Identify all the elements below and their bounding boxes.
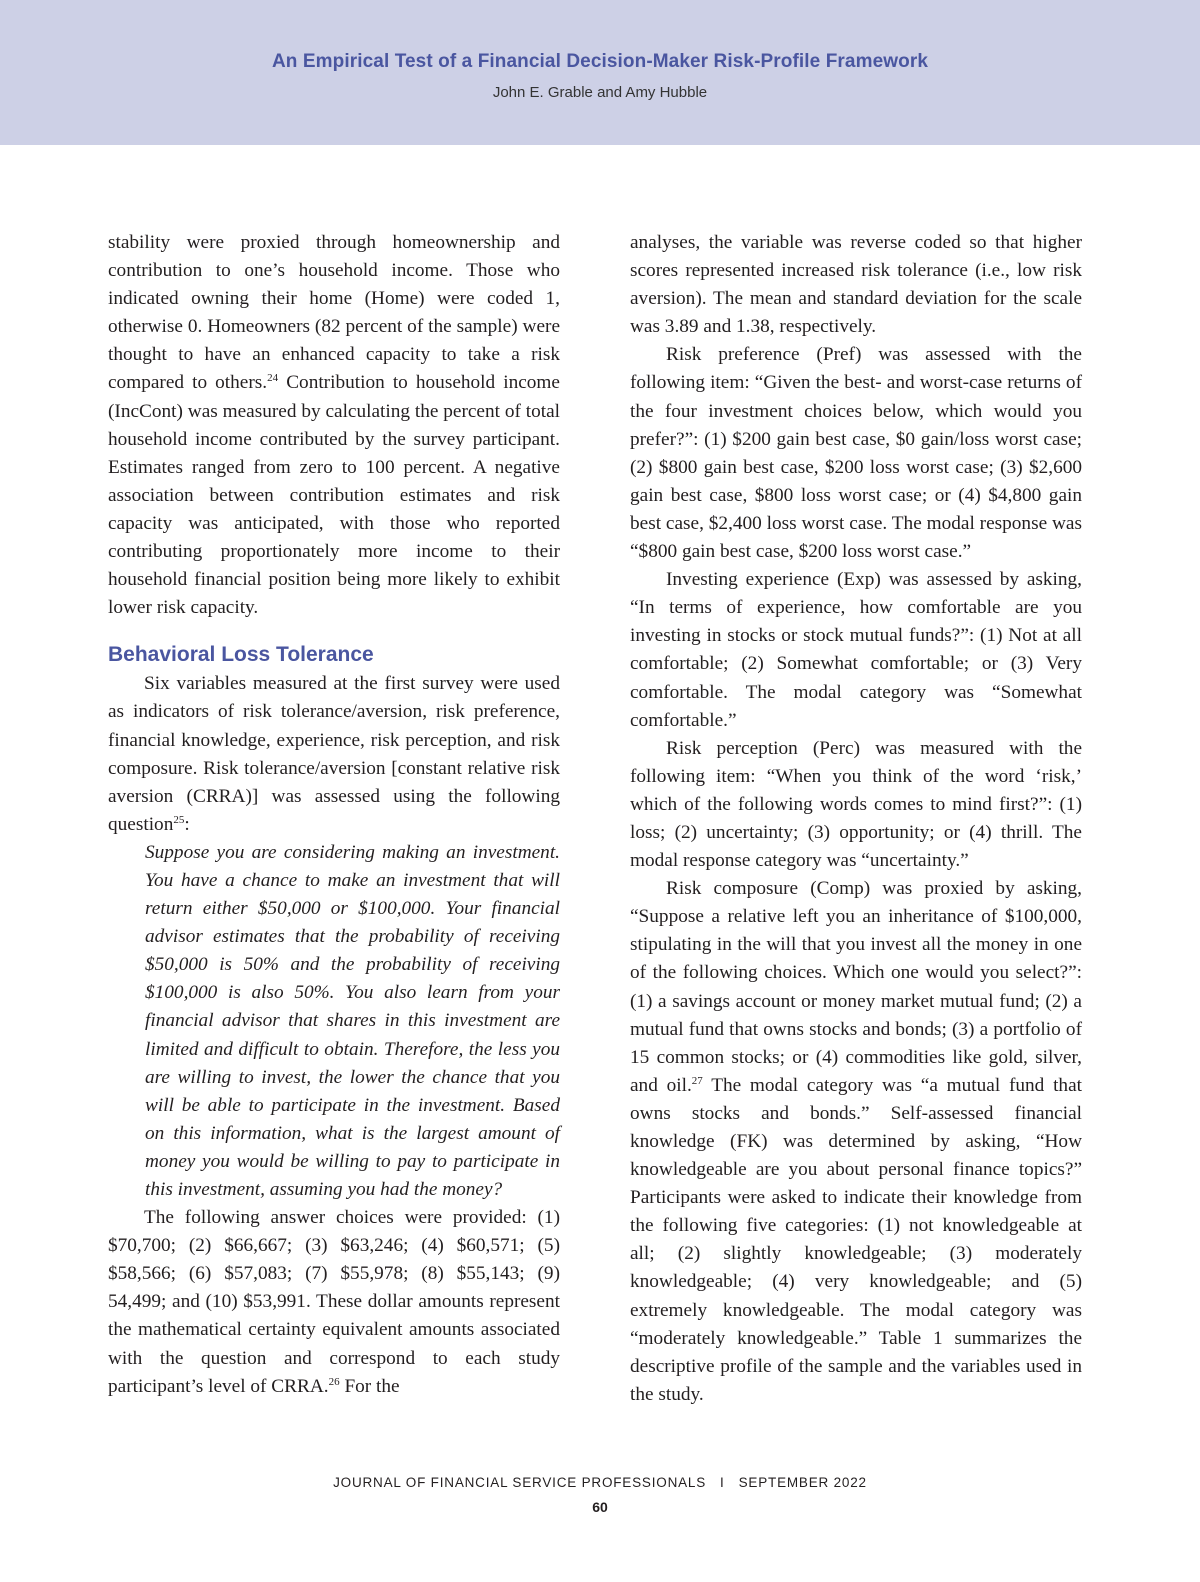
footer-journal-line	[0, 1475, 1200, 1490]
header-band	[0, 0, 1200, 145]
paragraph: Investing experience (Exp) was assessed by asking, “In terms of experience, how comfortable are you investing in stocks or stock mutual funds?”: (1) Not at all comfortable; (2) Somewhat comfortable; or (3) Very comfortable. The modal category was “Somewhat comfortable.”	[630, 569, 1082, 731]
paragraph-text: The modal category was “a mutual fund that owns stocks and bonds.” Self-assessed financial knowledge (FK) was determined by asking, “How knowledgeable are you about personal finance topics?” Participants were asked to indicate their knowledge from the following five categories: (1) not knowledgeable at all; (2) slightly knowledgeable; (3) moderately knowledgeable; (4) very knowledgeable; and (5) extremely knowledgeable. The modal category was “moderately knowledgeable.” Table 1 summarizes the descriptive profile of the sample and the variables used in the study.	[630, 1074, 1082, 1405]
paragraph	[108, 229, 560, 622]
paragraph-text: For the	[339, 1375, 400, 1397]
section-heading: Behavioral Loss Tolerance	[108, 643, 374, 667]
survey-question-quote: Suppose you are considering making an investment. You have a chance to make an investment that will return either $50,000 or $100,000. Your financial advisor estimates that the probability of receiving $50,000 is 50% and the probability of receiving $100,000 is also 50%. You also learn from your financial advisor that shares in this investment are limited and difficult to obtain. Therefore, the less you are willing to invest, the lower the chance that you will be able to participate in the investment. Based on this information, what is the largest amount of money you would be willing to pay to participate in this investment, assuming you had the money?	[145, 841, 560, 1200]
footnote-ref: 24	[267, 372, 279, 385]
footer-separator: I	[720, 1475, 725, 1490]
paragraph-text: stability were proxied through homeownership and contribution to one’s household income. Those who indicated owning their home (Home) were coded 1, otherwise 0. Homeowners (82 percent of the sample) were thought to have an enhanced capacity to take a risk compared to others.	[108, 232, 560, 394]
paragraph	[108, 1204, 560, 1401]
paragraph: Risk perception (Perc) was measured with the following item: “When you think of the word ‘risk,’ which of the following words comes to mind first?”: (1) loss; (2) uncertainty; (3) opportunity; or (4) thrill. The modal response category was “uncertainty.”	[630, 737, 1082, 872]
paragraph: Risk preference (Pref) was assessed with the following item: “Given the best- and worst-case returns of the four investment choices below, which would you prefer?”: (1) $200 gain best case, $0 gain/loss worst case; (2) $800 gain best case, $200 loss worst case; (3) $2,600 gain best case, $800 loss worst case; or (4) $4,800 gain best case, $2,400 loss worst case. The modal response was “$800 gain best case, $200 loss worst case.”	[630, 344, 1082, 563]
paragraph: analyses, the variable was reverse coded so that higher scores represented increased risk tolerance (i.e., low risk aversion). The mean and standard deviation for the scale was 3.89 and 1.38, respectively.	[630, 232, 1082, 338]
left-column	[108, 229, 560, 1401]
paragraph-text: Contribution to household income (IncCont) was measured by calculating the percent of total household income contributed by the survey participant. Estimates ranged from zero to 100 percent. A negative association between contribution estimates and risk capacity was anticipated, with those who reported contributing proportionately more income to their household financial position being more likely to exhibit lower risk capacity.	[108, 372, 560, 619]
right-column	[630, 229, 1082, 1409]
article-title: An Empirical Test of a Financial Decision-Maker Risk-Profile Framework	[271, 51, 928, 72]
issue-date: SEPTEMBER 2022	[738, 1475, 867, 1490]
paragraph-text: Six variables measured at the first survey were used as indicators of risk tolerance/aversion, risk preference, financial knowledge, experience, risk perception, and risk composure. Risk tolerance/aversion [constant relative risk aversion (CRRA)] was assessed using the following question	[108, 673, 560, 835]
page-number: 60	[592, 1499, 608, 1515]
paragraph-text: :	[184, 813, 190, 835]
article-authors: John E. Grable and Amy Hubble	[492, 84, 708, 101]
footnote-ref: 25	[173, 813, 185, 826]
paragraph-text: Risk composure (Comp) was proxied by asking, “Suppose a relative left you an inheritance of $100,000, stipulating in the will that you invest all the money in one of the following choices. Which one would you select?”: (1) a savings account or money market mutual fund; (2) a mutual fund that owns stocks and bonds; (3) a portfolio of 15 common stocks; or (4) commodities like gold, silver, and oil.	[630, 878, 1082, 1096]
paragraph	[108, 670, 560, 839]
paragraph	[630, 875, 1082, 1409]
footnote-ref: 27	[691, 1074, 703, 1087]
journal-name: JOURNAL OF FINANCIAL SERVICE PROFESSIONALS	[333, 1475, 707, 1490]
paragraph-text: The following answer choices were provided: (1) $70,700; (2) $66,667; (3) $63,246; (4) $60,571; (5) $58,566; (6) $57,083; (7) $55,978; (8) $55,143; (9) 54,499; and (10) $53,991. These dollar amounts represent the mathematical certainty equivalent amounts associated with the question and correspond to each study participant’s level of CRRA.	[108, 1207, 560, 1397]
footnote-ref: 26	[328, 1375, 340, 1388]
